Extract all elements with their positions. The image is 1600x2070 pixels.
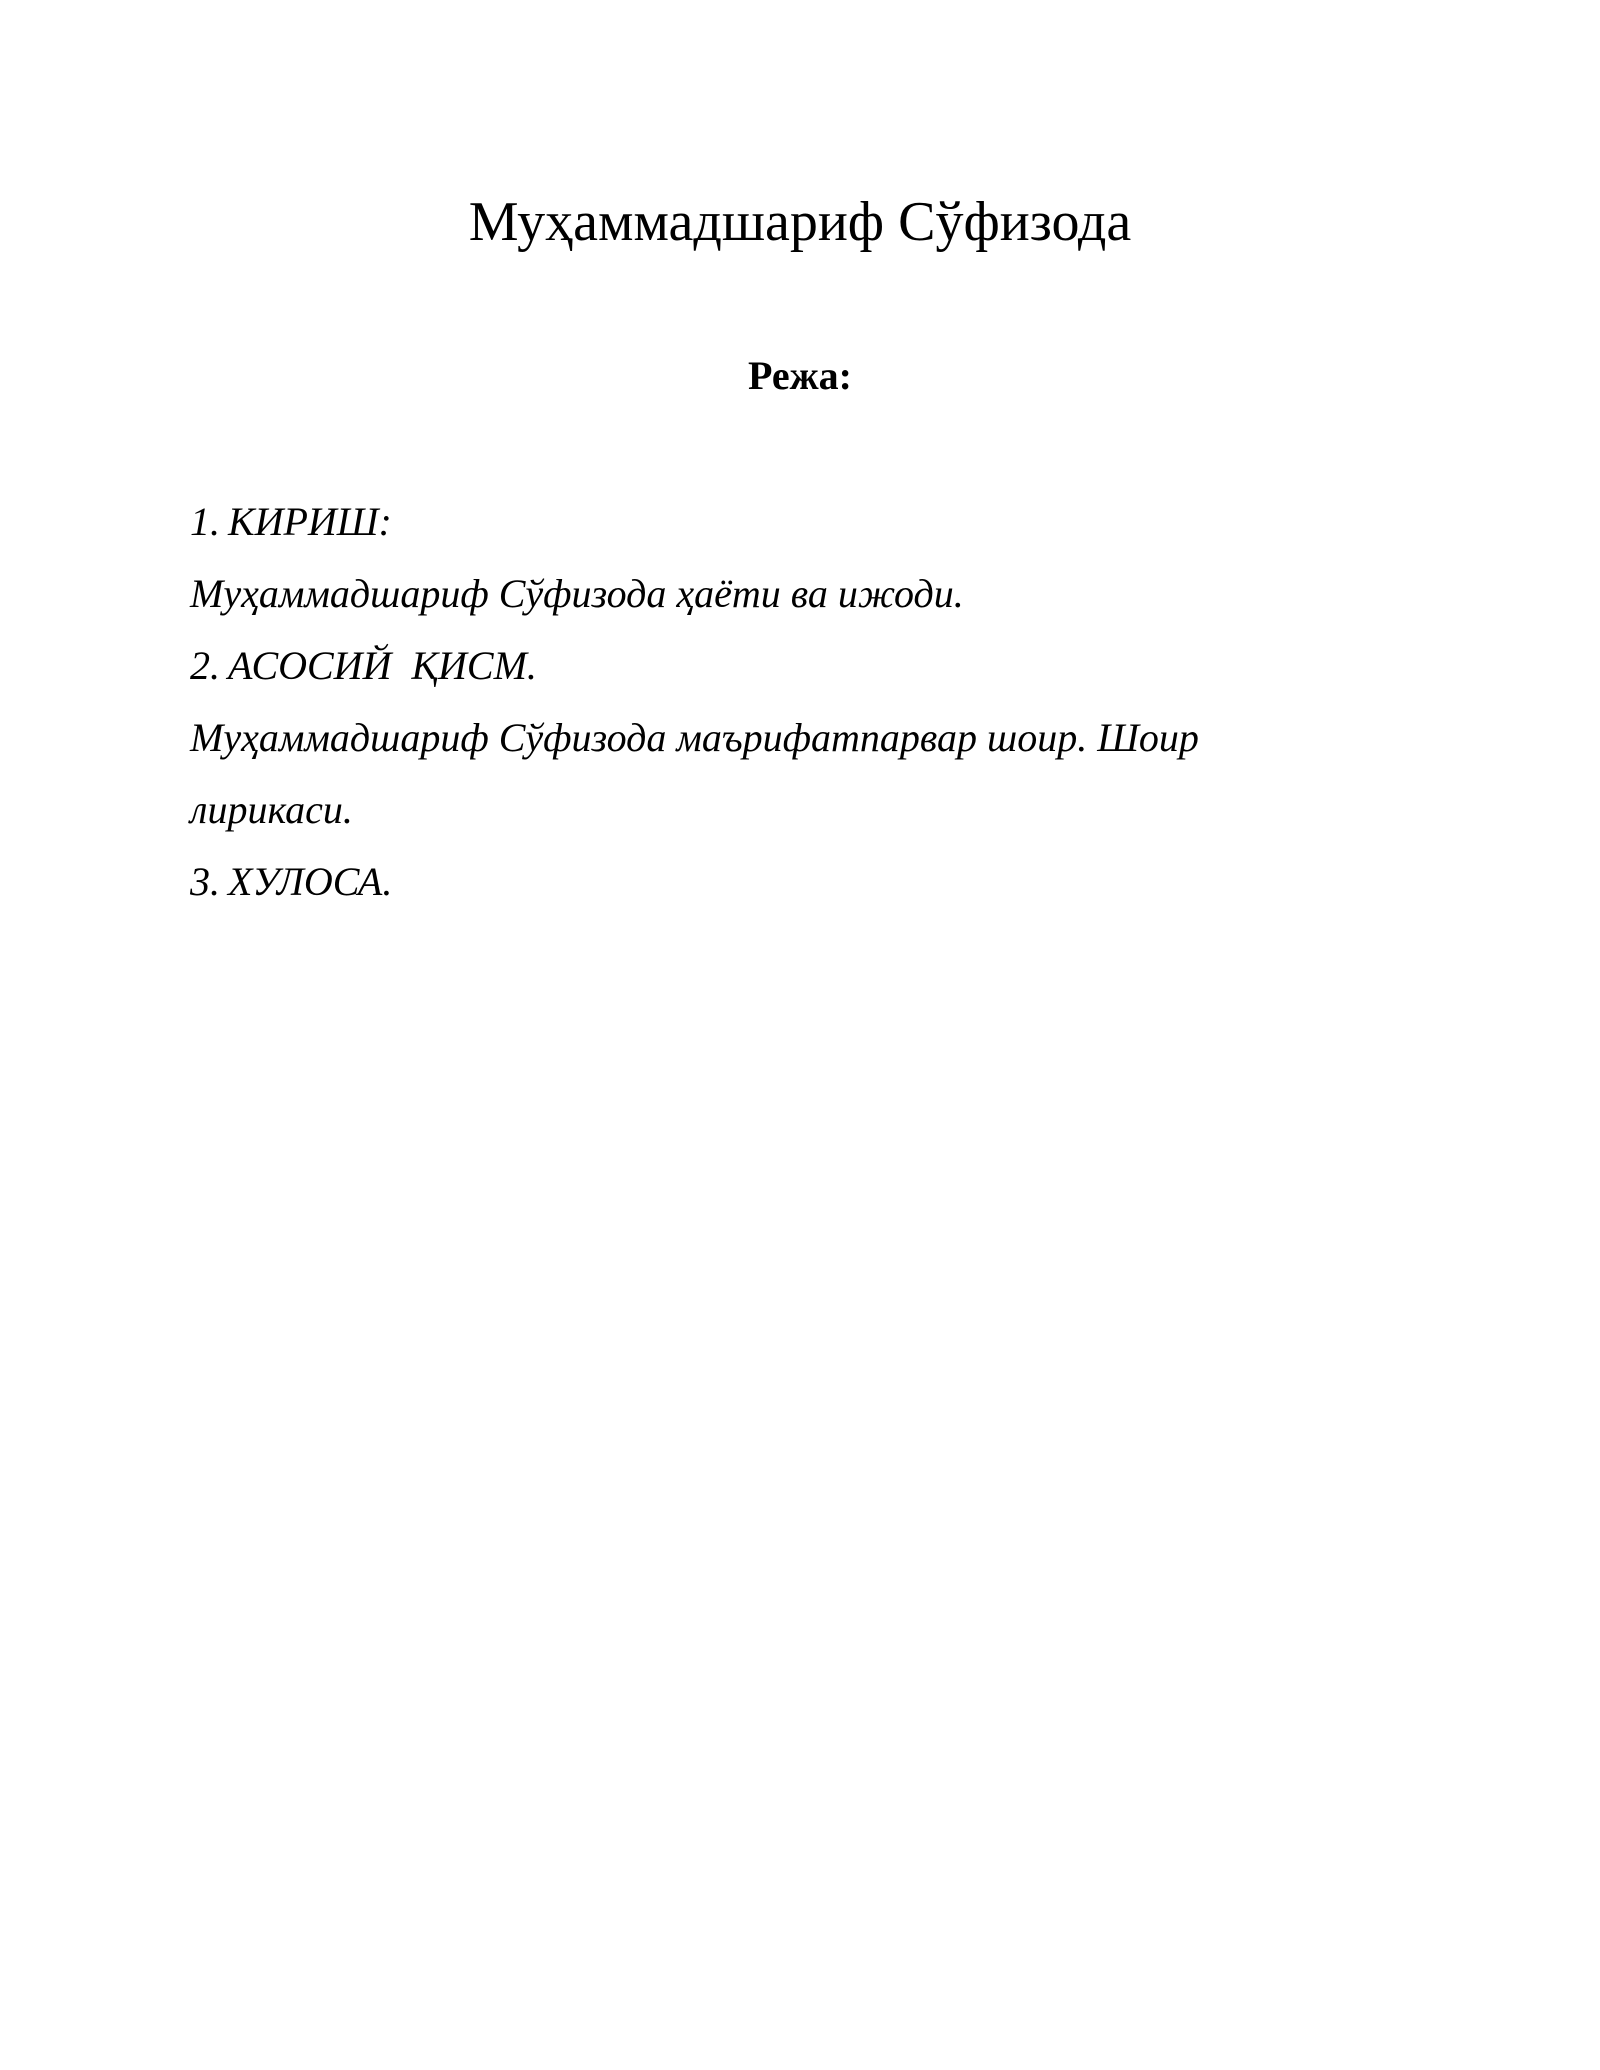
- plan-item-1-text: Муҳаммадшариф Сўфизода ҳаёти ва ижоди.: [190, 571, 964, 616]
- plan-item-2-title: АСОСИЙ ҚИСМ.: [228, 643, 537, 688]
- plan-item-1-heading: [190, 486, 1370, 558]
- plan-item-2-text-line-2: лирикаси.: [190, 787, 353, 832]
- document-title: Муҳаммадшариф Сўфизода: [468, 191, 1132, 253]
- plan-item-2-number: 2.: [190, 643, 220, 688]
- plan-item-2-heading: [190, 630, 1370, 702]
- plan-list: [190, 486, 1370, 918]
- plan-item-2-text-line-1: Муҳаммадшариф Сўфизода маърифатпарвар шоир. Шоир: [190, 715, 1199, 760]
- plan-item-3-number: 3.: [190, 859, 220, 904]
- plan-item-3-heading: [190, 846, 1370, 918]
- plan-item-1-number: 1.: [190, 499, 220, 544]
- plan-item-3-title: ХУЛОСА.: [228, 859, 393, 904]
- plan-heading: Режа:: [748, 353, 852, 398]
- plan-item-1-title: КИРИШ:: [228, 499, 392, 544]
